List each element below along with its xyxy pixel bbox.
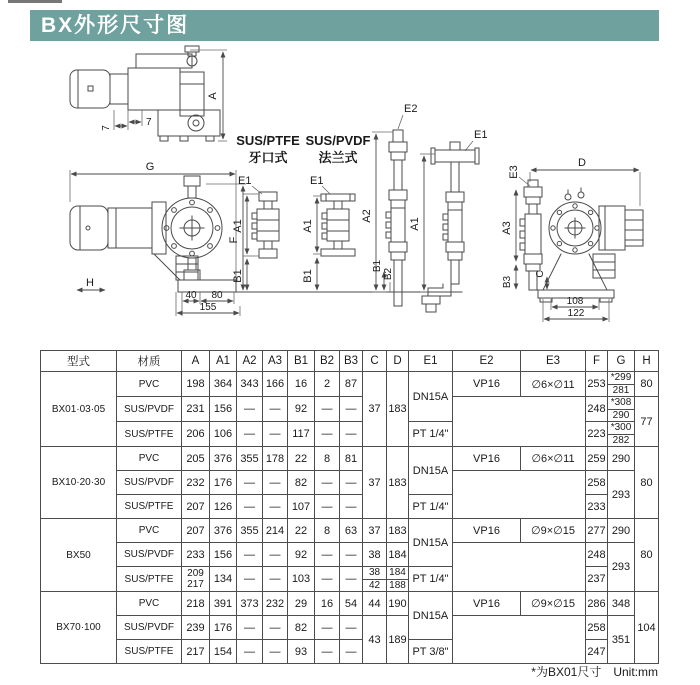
dim-label-f: F bbox=[228, 236, 240, 244]
dim-label-d: D bbox=[578, 157, 586, 169]
table-cell: — bbox=[263, 397, 288, 422]
dim-label-b3: B3 bbox=[502, 275, 513, 289]
table-cell: 207 bbox=[182, 495, 210, 519]
table-cell: — bbox=[340, 543, 363, 567]
table-cell: — bbox=[237, 616, 263, 640]
footnote: *为BX01尺寸 Unit:mm bbox=[531, 665, 658, 679]
table-cell: 92 bbox=[288, 543, 315, 567]
table-cell: 81 bbox=[340, 447, 363, 471]
table-cell: SUS/PVDF bbox=[117, 397, 182, 422]
table-cell: DN15A bbox=[409, 519, 453, 567]
table-cell: 355 bbox=[237, 447, 263, 471]
table-cell: 233 bbox=[586, 495, 608, 519]
table-cell: DN15A bbox=[409, 592, 453, 640]
table-cell: 156 bbox=[210, 397, 237, 422]
table-cell: 376 bbox=[210, 447, 237, 471]
table-cell: 92 bbox=[288, 397, 315, 422]
table-cell: BX10·20·30 bbox=[41, 447, 117, 519]
table-cell: 29 bbox=[288, 592, 315, 616]
table-cell: 247 bbox=[586, 640, 608, 664]
table-cell: — bbox=[237, 567, 263, 592]
table-cell: ∅9×∅15 bbox=[521, 519, 586, 543]
pump-front-view bbox=[70, 161, 246, 316]
table-cell: 154 bbox=[210, 640, 237, 664]
table-cell: VP16 bbox=[453, 592, 521, 616]
table-cell: PVC bbox=[117, 447, 182, 471]
table-cell: 107 bbox=[288, 495, 315, 519]
table-cell: 80 bbox=[635, 372, 659, 397]
fitting2-material-label: SUS/PVDF bbox=[305, 133, 371, 148]
dim-label-155: 155 bbox=[199, 302, 217, 313]
column-header: E1 bbox=[409, 351, 453, 372]
table-cell: 37 bbox=[363, 372, 387, 447]
column-header: G bbox=[608, 351, 635, 372]
table-cell: 38 42 bbox=[363, 567, 387, 592]
table-cell: DN15A bbox=[409, 447, 453, 495]
table-cell: 38 bbox=[363, 543, 387, 567]
table-cell: 156 bbox=[210, 543, 237, 567]
table-cell: — bbox=[315, 616, 340, 640]
table-cell: VP16 bbox=[453, 519, 521, 543]
table-cell: 22 bbox=[288, 519, 315, 543]
table-cell: PT 1/4" bbox=[409, 567, 453, 592]
table-cell: 373 bbox=[237, 592, 263, 616]
table-cell: — bbox=[237, 422, 263, 447]
table-cell: 233 bbox=[182, 543, 210, 567]
column-header: A2 bbox=[237, 351, 263, 372]
table-cell: — bbox=[263, 495, 288, 519]
table-cell: 176 bbox=[210, 616, 237, 640]
table-cell: — bbox=[340, 640, 363, 664]
table-cell: 44 bbox=[363, 592, 387, 616]
dim-label-b1: B1 bbox=[302, 269, 314, 283]
table-cell: — bbox=[237, 543, 263, 567]
dim-label-a: A bbox=[207, 92, 219, 100]
table-cell: — bbox=[237, 640, 263, 664]
table-cell bbox=[453, 543, 586, 592]
table-cell: 184 188 bbox=[387, 567, 409, 592]
table-body bbox=[41, 372, 659, 664]
dim-label-e3: E3 bbox=[508, 165, 520, 179]
table-cell: DN15A bbox=[409, 372, 453, 422]
pump-right-view bbox=[501, 157, 643, 322]
dim-label-122: 122 bbox=[567, 308, 585, 319]
table-cell: 117 bbox=[288, 422, 315, 447]
table-cell: — bbox=[237, 397, 263, 422]
table-cell: 82 bbox=[288, 616, 315, 640]
table-cell: — bbox=[263, 640, 288, 664]
table-cell: 37 bbox=[363, 519, 387, 543]
table-cell: — bbox=[263, 567, 288, 592]
table-cell: 54 bbox=[340, 592, 363, 616]
dim-label-7a: 7 bbox=[101, 125, 112, 131]
table-cell: 364 bbox=[210, 372, 237, 397]
table-cell: — bbox=[315, 543, 340, 567]
column-header: C bbox=[363, 351, 387, 372]
table-cell: 43 bbox=[363, 616, 387, 664]
fitting-threaded bbox=[232, 175, 279, 290]
table-cell: ∅9×∅15 bbox=[521, 592, 586, 616]
pump-side-view bbox=[70, 46, 227, 141]
table-cell: BX50 bbox=[41, 519, 117, 592]
column-header: E2 bbox=[453, 351, 521, 372]
table-cell: SUS/PVDF bbox=[117, 471, 182, 495]
table-cell: 218 bbox=[182, 592, 210, 616]
dim-label-g: G bbox=[145, 161, 155, 173]
table-cell: — bbox=[263, 422, 288, 447]
table-cell: 258 bbox=[586, 616, 608, 640]
dim-label-e1: E1 bbox=[238, 175, 252, 187]
table-cell: 178 bbox=[263, 447, 288, 471]
table-cell: 258 bbox=[586, 471, 608, 495]
table-cell: *299 281 bbox=[608, 372, 635, 397]
table-cell: 253 bbox=[586, 372, 608, 397]
table-cell: SUS/PTFE bbox=[117, 422, 182, 447]
table-row bbox=[41, 543, 659, 567]
table-cell: BX70·100 bbox=[41, 592, 117, 664]
table-cell: 259 bbox=[586, 447, 608, 471]
table-cell: — bbox=[340, 567, 363, 592]
column-header: 材质 bbox=[117, 351, 182, 372]
table-cell: 351 bbox=[608, 616, 635, 664]
column-header: B1 bbox=[288, 351, 315, 372]
table-cell: — bbox=[237, 471, 263, 495]
table-cell: 217 bbox=[182, 640, 210, 664]
table-cell: 77 bbox=[635, 397, 659, 447]
table-cell: 104 bbox=[635, 592, 659, 664]
table-cell: 190 bbox=[387, 592, 409, 616]
table-cell: 134 bbox=[210, 567, 237, 592]
table-cell: 205 bbox=[182, 447, 210, 471]
table-cell: 22 bbox=[288, 447, 315, 471]
table-cell: 206 bbox=[182, 422, 210, 447]
table-cell: 166 bbox=[263, 372, 288, 397]
table-cell: 8 bbox=[315, 519, 340, 543]
table-cell: 232 bbox=[182, 471, 210, 495]
table-cell: — bbox=[340, 397, 363, 422]
table-cell: SUS/PVDF bbox=[117, 616, 182, 640]
table-cell: — bbox=[340, 422, 363, 447]
table-cell: 103 bbox=[288, 567, 315, 592]
table-cell: — bbox=[340, 495, 363, 519]
dimensions-table bbox=[40, 350, 659, 664]
table-cell: 286 bbox=[586, 592, 608, 616]
dim-label-b1: B1 bbox=[372, 259, 383, 273]
dim-label-40: 40 bbox=[185, 290, 197, 301]
column-header: H bbox=[635, 351, 659, 372]
dim-label-a1: A1 bbox=[302, 219, 314, 233]
dim-label-a2: A2 bbox=[361, 209, 373, 223]
table-cell: SUS/PVDF bbox=[117, 543, 182, 567]
table-cell: ∅6×∅11 bbox=[521, 447, 586, 471]
table-cell: *300 282 bbox=[608, 422, 635, 447]
table-cell: 8 bbox=[315, 447, 340, 471]
table-cell bbox=[453, 397, 586, 447]
scan-artifact bbox=[8, 0, 62, 3]
table-cell: 16 bbox=[315, 592, 340, 616]
table-cell: — bbox=[237, 495, 263, 519]
table-cell: 2 bbox=[315, 372, 340, 397]
table-cell: 80 bbox=[635, 519, 659, 592]
table-cell: SUS/PTFE bbox=[117, 567, 182, 592]
table-cell: 293 bbox=[608, 471, 635, 519]
table-cell: PT 3/8" bbox=[409, 640, 453, 664]
table-cell: 93 bbox=[288, 640, 315, 664]
table-cell: 376 bbox=[210, 519, 237, 543]
table-cell: 126 bbox=[210, 495, 237, 519]
column-header: 型式 bbox=[41, 351, 117, 372]
table-cell: 183 bbox=[387, 519, 409, 543]
dim-label-h: H bbox=[86, 277, 94, 289]
table-cell: 232 bbox=[263, 592, 288, 616]
table-cell: — bbox=[315, 422, 340, 447]
table-row bbox=[41, 372, 659, 397]
table-cell: — bbox=[315, 640, 340, 664]
table-cell: 198 bbox=[182, 372, 210, 397]
table-cell: 343 bbox=[237, 372, 263, 397]
table-cell: 87 bbox=[340, 372, 363, 397]
table-cell: — bbox=[315, 471, 340, 495]
table-cell: 239 bbox=[182, 616, 210, 640]
table-cell: 82 bbox=[288, 471, 315, 495]
dim-label-e1: E1 bbox=[310, 175, 324, 187]
table-cell: 248 bbox=[586, 543, 608, 567]
table-row bbox=[41, 519, 659, 543]
dim-label-c: C bbox=[535, 270, 546, 278]
table-row bbox=[41, 471, 659, 495]
dim-label-b2: B2 bbox=[383, 267, 394, 281]
table-cell: 223 bbox=[586, 422, 608, 447]
table-cell: 80 bbox=[635, 447, 659, 519]
table-cell: 237 bbox=[586, 567, 608, 592]
table-cell: PVC bbox=[117, 592, 182, 616]
table-cell: SUS/PTFE bbox=[117, 495, 182, 519]
table-cell: SUS/PTFE bbox=[117, 640, 182, 664]
dim-label-e1: E1 bbox=[474, 129, 488, 141]
table-cell: ∅6×∅11 bbox=[521, 372, 586, 397]
table-cell: PVC bbox=[117, 519, 182, 543]
table-cell: 63 bbox=[340, 519, 363, 543]
table-cell: — bbox=[263, 616, 288, 640]
column-header: E3 bbox=[521, 351, 586, 372]
page-title: BX外形尺寸图 bbox=[30, 10, 659, 41]
table-cell: — bbox=[315, 397, 340, 422]
table-cell: 214 bbox=[263, 519, 288, 543]
table-cell: — bbox=[315, 495, 340, 519]
dim-label-a1: A1 bbox=[232, 219, 244, 233]
dim-label-7b: 7 bbox=[146, 117, 152, 128]
table-cell: PVC bbox=[117, 372, 182, 397]
table-cell: 207 bbox=[182, 519, 210, 543]
table-cell: 248 bbox=[586, 397, 608, 422]
table-cell: *308 290 bbox=[608, 397, 635, 422]
table-cell: VP16 bbox=[453, 372, 521, 397]
table-cell: 176 bbox=[210, 471, 237, 495]
table-cell: 183 bbox=[387, 372, 409, 447]
column-header: A3 bbox=[263, 351, 288, 372]
table-cell: 355 bbox=[237, 519, 263, 543]
dim-label-108: 108 bbox=[566, 296, 584, 307]
table-cell: 231 bbox=[182, 397, 210, 422]
table-cell: 184 bbox=[387, 543, 409, 567]
table-row bbox=[41, 397, 659, 422]
table-cell: 209 217 bbox=[182, 567, 210, 592]
column-header: A1 bbox=[210, 351, 237, 372]
table-cell: — bbox=[263, 543, 288, 567]
table-cell: 348 bbox=[608, 592, 635, 616]
table-cell: 106 bbox=[210, 422, 237, 447]
column-header: B3 bbox=[340, 351, 363, 372]
table-cell: BX01·03·05 bbox=[41, 372, 117, 447]
fitting1-material-label: SUS/PTFE bbox=[236, 133, 300, 148]
column-header: F bbox=[586, 351, 608, 372]
table-cell: 277 bbox=[586, 519, 608, 543]
table-cell: VP16 bbox=[453, 447, 521, 471]
fitting1-type-label: 牙口式 bbox=[248, 150, 288, 165]
table-cell: 293 bbox=[608, 543, 635, 592]
table-cell: 290 bbox=[608, 519, 635, 543]
table-cell: PT 1/4" bbox=[409, 422, 453, 447]
table-cell: 189 bbox=[387, 616, 409, 664]
technical-drawing bbox=[30, 44, 670, 346]
table-cell: 37 bbox=[363, 447, 387, 519]
table-cell bbox=[453, 616, 586, 664]
fitting2-type-label: 法兰式 bbox=[318, 150, 358, 165]
dim-label-e2: E2 bbox=[404, 103, 418, 115]
table-cell: 290 bbox=[608, 447, 635, 471]
pipe-column-e1 bbox=[409, 129, 487, 312]
table-row bbox=[41, 616, 659, 640]
table-row bbox=[41, 592, 659, 616]
table-cell bbox=[453, 471, 586, 519]
table-cell: — bbox=[340, 616, 363, 640]
column-header: B2 bbox=[315, 351, 340, 372]
table-cell: — bbox=[263, 471, 288, 495]
table-cell: 391 bbox=[210, 592, 237, 616]
table-row bbox=[41, 447, 659, 471]
column-header: A bbox=[182, 351, 210, 372]
dim-label-a1: A1 bbox=[409, 217, 421, 231]
table-cell: — bbox=[315, 567, 340, 592]
table-cell: PT 1/4" bbox=[409, 495, 453, 519]
table-cell: — bbox=[340, 471, 363, 495]
dim-label-a3: A3 bbox=[501, 221, 513, 235]
table-cell: 16 bbox=[288, 372, 315, 397]
table-header-row bbox=[41, 351, 659, 372]
dim-label-b1: B1 bbox=[232, 269, 244, 283]
dim-label-80: 80 bbox=[211, 290, 223, 301]
fitting-flanged bbox=[302, 175, 355, 290]
table-cell: 183 bbox=[387, 447, 409, 519]
column-header: D bbox=[387, 351, 409, 372]
